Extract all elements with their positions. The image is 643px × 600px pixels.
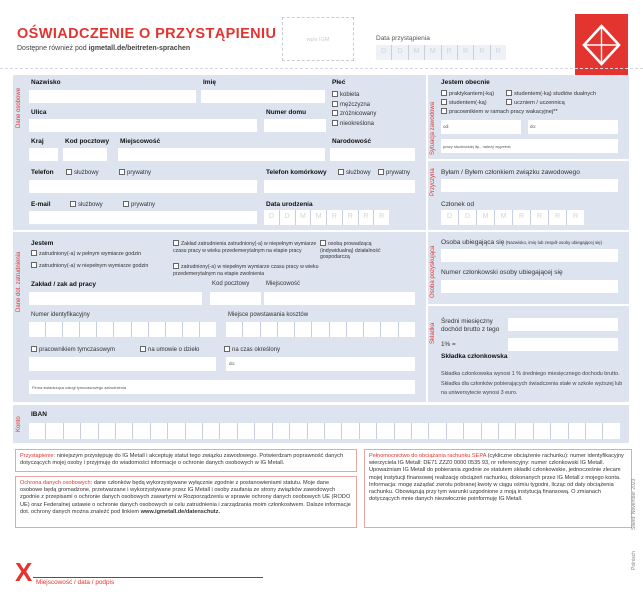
workplace-input[interactable] [29,292,202,305]
emp-fulltime[interactable]: zatrudniony(-a) w pełnym wymiarze godzin [31,250,141,257]
gender-label: Płeć [332,79,346,86]
past-member-text: Byłam / Byłem członkiem związku zawodowego [441,169,580,176]
city-label: Miejscowość [120,138,161,145]
contract-option[interactable]: na umowie o dzieło [140,346,199,353]
emp-city-input[interactable] [264,292,415,305]
cost-cell[interactable] [381,322,398,337]
date-cell[interactable]: M [425,45,441,60]
occ-to-input[interactable]: do: [528,120,618,134]
cost-cell[interactable] [261,322,278,337]
date-cell[interactable]: R [572,213,579,220]
cost-cell[interactable] [312,322,329,337]
emp-city-label: Miejscowość [266,281,301,287]
id-cell[interactable] [132,322,149,337]
emp-postcode-label: Kod pocztowy [212,281,250,287]
firstname-label: Imię [203,79,217,86]
fee-section-label: Składka [430,322,436,344]
iban-cell[interactable] [482,423,499,439]
phone-work-option[interactable]: służbowy [66,169,99,176]
i-am-label: Jestem [31,240,54,247]
iban-cell[interactable] [151,423,168,439]
date-cell[interactable]: R [495,48,501,55]
emp-self-employed[interactable]: osobą prowadzącą (indywidualną) działalność gospodarczą [320,241,381,261]
percent-label: 1% = [441,341,456,348]
cost-cell[interactable] [399,322,415,337]
house-no-label: Numer domu [266,109,307,116]
date-cell[interactable]: R [442,45,458,60]
iban-cell[interactable] [29,423,46,439]
date-cell[interactable]: D [459,210,477,225]
date-cell[interactable]: D [280,210,296,225]
iban-cell[interactable] [46,423,63,439]
income-input[interactable] [508,318,618,331]
divider [0,68,643,69]
date-cell[interactable]: M [311,210,327,225]
gender-unspecified[interactable]: nieokreślona [332,120,376,130]
date-cell[interactable]: M [495,210,513,225]
iban-cell[interactable] [290,423,307,439]
employment-section-label: Dane dot. zatrudnienia [16,251,22,312]
iban-cell[interactable] [516,423,533,439]
iban-cell[interactable] [220,423,237,439]
gender-diverse[interactable]: zróżnicowany [332,110,376,120]
gender-female[interactable]: kobieta [332,91,376,101]
id-cell[interactable] [200,322,216,337]
gender-options [332,91,376,129]
date-cell[interactable]: R [327,210,343,225]
id-cell[interactable] [63,322,80,337]
id-number-input[interactable] [29,322,216,337]
postcode-label: Kod pocztowy [65,138,110,145]
occ-student[interactable]: studentem(-ką) [441,99,487,106]
recruiter-member-input[interactable] [441,280,618,293]
iban-cell[interactable] [238,423,255,439]
date-cell[interactable]: D [376,45,392,60]
birthdate-label: Data urodzenia [266,201,313,208]
iban-input[interactable] [29,423,620,439]
occupation-section-label: Sytuacja zawodowa [430,101,436,155]
join-date-input[interactable] [376,45,506,60]
iban-cell[interactable] [360,423,377,439]
iban-cell[interactable] [429,423,446,439]
mobile-work-option[interactable]: służbowy [338,169,371,176]
id-cell[interactable] [149,322,166,337]
subtitle: Dostępne również pod igmetall.de/beitreten-sprachen [17,45,191,52]
date-cell[interactable]: R [549,210,567,225]
iban-cell[interactable] [569,423,586,439]
recruiter-label: Osoba ubiegająca się (Nazwisko, imię lub zespół osoby ubiegającej się) [441,239,603,246]
iban-cell[interactable] [64,423,81,439]
mobile-private-option[interactable]: prywatny [378,169,410,176]
id-cell[interactable] [183,322,200,337]
iban-cell[interactable] [412,423,429,439]
date-cell[interactable]: R [343,210,359,225]
cost-cell[interactable] [330,322,347,337]
fixed-term-until-input[interactable]: do: [226,357,415,371]
birthdate-input[interactable] [264,210,389,225]
income-label: Średni miesięczny dochód brutto z tego [441,318,500,333]
signature-line[interactable] [33,577,263,578]
iban-cell[interactable] [186,423,203,439]
fee-input[interactable] [508,338,618,351]
member-from-input[interactable] [441,210,584,225]
emp-semi-retire-release[interactable]: zatrudniony(-a) w niepełnym wymiarze czasu pracy w wieku przedemerytalnym na etapie zwolnienia [173,264,319,277]
iban-cell[interactable] [203,423,220,439]
street-label: Ulica [31,109,47,116]
phone-label: Telefon [31,169,54,176]
email-work-option[interactable]: służbowy [70,201,103,208]
date-cell[interactable]: M [409,45,425,60]
postcode-input[interactable] [63,148,107,161]
date-cell[interactable]: D [264,210,280,225]
city-input[interactable] [118,148,325,161]
nationality-input[interactable] [330,148,415,161]
email-private-option[interactable]: prywatny [123,201,155,208]
occ-note-input[interactable]: pracy studenckiej itp., należy wypełnić [441,139,618,153]
date-cell[interactable]: D [441,210,459,225]
cost-cell[interactable] [226,322,243,337]
iban-cell[interactable] [116,423,133,439]
account-section-label: Konto [16,416,22,432]
cost-cell[interactable] [364,322,381,337]
sepa-box: Pełnomocnictwo do obciążania rachunku SEPA (cykliczne obciążenie rachunku): numer identyfikacyjny wierzyciela IG Metall: DE71 ZZZ0 0000 0535 93, nr referencyjny: numer członkowski IG Metall. Upoważniam IG Metall do pobierania zgodnie ze statutem składki członkowskie, jednocześnie zlecam mojej instytucji finansowej realizację obciążeń rachunku, dokonanych przez IG Metall z mojego konta. Informacja: mogę zażądać zwrotu pobranej kwoty w ciągu ośmiu tygodni, licząc od daty obciążenia rachunku. Obowiązują przy tym warunki uzgodnione z moją instytucją finansową. O zmianach dotyczących mnie danych niezwłocznie poinformuję IG Metall. [364,449,632,528]
iban-cell[interactable] [534,423,551,439]
member-from-label: Członek od [441,201,474,208]
cost-cell[interactable] [347,322,364,337]
emp-postcode-input[interactable] [210,292,261,305]
iban-cell[interactable] [395,423,412,439]
iban-cell[interactable] [273,423,290,439]
privacy-link[interactable]: www.igmetall.de/datenschutz. [140,508,221,515]
iban-cell[interactable] [168,423,185,439]
version-date: Stand: November 2023 [631,478,637,530]
recruiter-input[interactable] [441,249,618,262]
emp-parttime[interactable]: zatrudniony(-a) w niepełnym wymiarze godzin [31,262,148,269]
occ-intern[interactable]: praktykantem(-ką) [441,90,494,97]
id-cell[interactable] [46,322,63,337]
occ-pupil[interactable]: uczniem / uczennicą [506,99,565,106]
date-cell[interactable]: R [379,213,385,220]
iban-cell[interactable] [342,423,359,439]
cost-cell[interactable] [243,322,260,337]
firstname-input[interactable] [201,90,325,103]
form-title: OŚWIADCZENIE O PRZYSTĄPIENIU [17,26,277,42]
nationality-label: Narodowość [332,138,372,145]
emp-semi-retire-work[interactable]: Zakład zatrudnienia zatrudniony(-a) w niepełnym wymiarze czasu pracy w wieku przedemerytalnym na etapie pracy [173,241,317,254]
iban-cell[interactable] [377,423,394,439]
id-cell[interactable] [166,322,183,337]
date-cell[interactable]: M [296,210,312,225]
recruiter-member-label: Numer członkowski osoby ubiegającej się [441,269,563,276]
iban-cell[interactable] [133,423,150,439]
id-number-label: Numer identyfikacyjny [31,312,90,318]
surname-input[interactable] [29,90,196,103]
iban-cell[interactable] [308,423,325,439]
iban-label: IBAN [31,411,47,418]
occ-holiday-work[interactable]: pracownikiem w ramach pracy wakacyjnej** [441,108,558,115]
iban-cell[interactable] [464,423,481,439]
house-no-input[interactable] [264,119,326,132]
iban-cell[interactable] [325,423,342,439]
country-label: Kraj [31,138,44,145]
occ-from-input[interactable]: od: [441,120,521,134]
date-cell[interactable]: R [531,210,549,225]
fixed-term-option[interactable]: na czas określony [224,346,280,353]
email-input[interactable] [29,211,257,224]
temp-worker-input[interactable] [29,357,216,371]
date-cell[interactable]: R [474,45,490,60]
office-stamp-box: wpis IGM [282,17,354,61]
gender-male[interactable]: mężczyzna [332,101,376,111]
iban-cell[interactable] [586,423,603,439]
temp-agency-input[interactable]: Firma świadcząca usługi tymczasowego zatrudnienia [29,380,415,394]
iban-cell[interactable] [255,423,272,439]
cost-center-label: Miejsce powstawania kosztów [228,312,309,318]
iban-cell[interactable] [499,423,516,439]
join-date-label: Data przystąpienia [376,35,430,42]
signature-mark: X [15,557,33,587]
iban-cell[interactable] [99,423,116,439]
fee-description: Składka członkowska wynosi 1 % średniego miesięcznego dochodu brutto. Składka dla członków pobierających świadczenia stałe w szkole wyższej lub na uniwersytecie wynosi 3 euro. [441,371,623,397]
language-code: Polnisch [631,551,637,570]
subtitle-link[interactable]: igmetall.de/beitreten-sprachen [88,45,191,52]
workplace-label: Zakład / zak ad pracy [31,281,97,288]
mobile-label: Telefon komórkowy [266,169,327,176]
id-cell[interactable] [29,322,46,337]
cost-cell[interactable] [278,322,295,337]
id-cell[interactable] [80,322,97,337]
date-cell[interactable]: R [513,210,531,225]
recruiter-section-label: Osoba pozyskująca [430,245,436,298]
date-cell[interactable]: R [359,210,375,225]
join-declaration-box: Przystąpienie: niniejszym przystępuję do IG Metall i akceptuję statut tego związku zawodowego. Potwierdzam poprawność danych dotyczących mojej osoby i przyjmuję do wiadomości informacje o ochronie danych osobowych w IG Metall. [15,449,357,472]
date-cell[interactable]: R [458,45,474,60]
phone-input[interactable] [29,180,257,193]
past-union-input[interactable] [441,179,618,192]
fee-title: Składka członkowska [441,353,508,360]
phone-private-option[interactable]: prywatny [119,169,151,176]
signature-label: Miejscowość / data / podpis [36,579,115,586]
street-input[interactable] [29,119,257,132]
id-cell[interactable] [114,322,131,337]
personal-section-label: Dane osobowe [16,87,22,128]
email-label: E-mail [31,201,51,208]
id-cell[interactable] [97,322,114,337]
temp-worker-option[interactable]: pracownikiem tymczasowym [31,346,115,353]
iban-cell[interactable] [447,423,464,439]
date-cell[interactable]: D [392,45,408,60]
iban-cell[interactable] [551,423,568,439]
privacy-box: Ochrona danych osobowych: dane członków będą wykorzystywane wyłącznie zgodnie z postanowieniami statutu. Moje dane osobowe będą gromadzone, przetwarzane i wykorzystywane przez IG Metall i osoby zaufania ze strony związków zawodowych zgodnie z przepisami o ochronie danych osobowych zawartymi w Rozporządzeniu w sprawie ochrony danych osobowych UE (RODO UE) oraz Federalnej ustawie o ochronie danych osobowych w celu zatrudnienia i zarządzania moim członkostwem. Dalsze informacje dot. ochrony danych można znaleźć pod linkiem www.igmetall.de/datenschutz. [15,476,357,528]
past-section-label: Przyczyna [430,168,436,196]
date-cell[interactable]: M [477,210,495,225]
cost-cell[interactable] [295,322,312,337]
occupation-title: Jestem obecnie [441,79,490,86]
occ-dual-student[interactable]: studentem(-ką) studiów dualnych [506,90,596,97]
country-input[interactable] [29,148,58,161]
iban-cell[interactable] [81,423,98,439]
iban-cell[interactable] [603,423,619,439]
surname-label: Nazwisko [31,79,61,86]
mobile-input[interactable] [264,180,415,193]
cost-center-input[interactable] [226,322,415,337]
